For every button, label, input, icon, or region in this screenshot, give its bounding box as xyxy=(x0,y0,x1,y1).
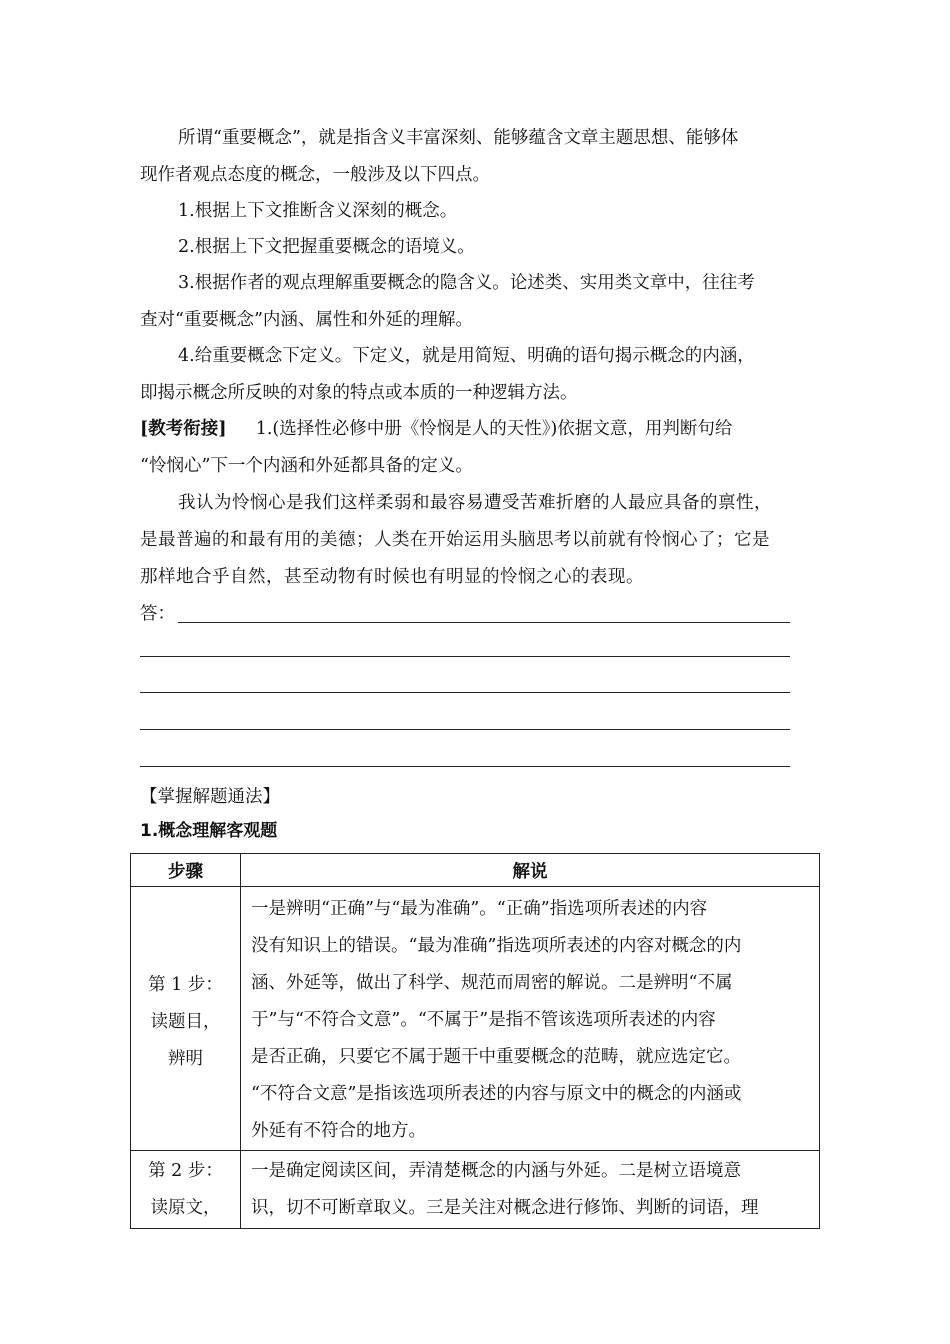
passage-line-3: 那样地合乎自然，甚至动物有时候也有明显的怜悯之心的表现。 xyxy=(140,567,644,587)
answer-blank-line-5[interactable] xyxy=(140,766,790,767)
answer-blank-line-4[interactable] xyxy=(140,729,790,730)
point-1: 1.根据上下文推断含义深刻的概念。 xyxy=(178,201,458,221)
point-4-line-2: 即揭示概念所反映的对象的特点或本质的一种逻辑方法。 xyxy=(140,383,578,403)
answer-blank-line-2[interactable] xyxy=(140,656,790,657)
explanation-line: 外延有不符合的地方。 xyxy=(251,1121,426,1141)
header-explanation: 解说 xyxy=(241,854,820,887)
point-3-line-2: 查对“重要概念”内涵、属性和外延的理解。 xyxy=(140,310,473,330)
intro-line-1: 所谓“重要概念”，就是指含义丰富深刻、能够蕴含文章主题思想、能够体 xyxy=(178,128,739,148)
explanation-line: 识，切不可断章取义。三是关注对概念进行修饰、判断的词语，理 xyxy=(251,1198,759,1218)
answer-label: 答： xyxy=(140,604,175,624)
point-4-line-1: 4.给重要概念下定义。下定义，就是用简短、明确的语句揭示概念的内涵， xyxy=(178,346,755,366)
table-row xyxy=(131,1151,820,1229)
answer-blank-line-1[interactable] xyxy=(178,622,790,623)
step-text: 第 1 步： xyxy=(148,975,223,995)
answer-blank-line-3[interactable] xyxy=(140,692,790,693)
step-text: 第 2 步： xyxy=(148,1161,223,1181)
step-text: 辨明 xyxy=(168,1049,203,1069)
explanation-cell xyxy=(241,887,820,1151)
step-text: 读题目， xyxy=(150,1012,221,1032)
explanation-line: 涵、外延等，做出了科学、规范而周密的解说。二是辨明“不属 xyxy=(251,973,733,993)
table-header-row xyxy=(131,854,820,887)
exercise-line-2: “怜悯心”下一个内涵和外延都具备的定义。 xyxy=(140,456,473,476)
point-2: 2.根据上下文把握重要概念的语境义。 xyxy=(178,237,475,257)
intro-line-2: 现作者观点态度的概念，一般涉及以下四点。 xyxy=(140,165,490,185)
passage-line-2: 是最普遍的和最有用的美德；人类在开始运用头脑思考以前就有怜悯心了；它是 xyxy=(140,530,770,550)
exercise-line-1 xyxy=(140,415,812,443)
header-step: 步骤 xyxy=(131,854,241,887)
explanation-line: 一是确定阅读区间，弄清楚概念的内涵与外延。二是树立语境意 xyxy=(251,1161,741,1181)
explanation-line: 是否正确，只要它不属于题干中重要概念的范畴，就应选定它。 xyxy=(251,1047,741,1067)
exercise-prompt: 1.(选择性必修中册《怜悯是人的天性》)依据文意，用判断句给 xyxy=(255,419,733,439)
table-row xyxy=(131,887,820,1151)
passage-line-1: 我认为怜悯心是我们这样柔弱和最容易遭受苦难折磨的人最应具备的禀性， xyxy=(178,493,772,513)
explanation-line: 于”与“不符合文意”。“不属于”是指不管该选项所表述的内容 xyxy=(251,1010,716,1030)
exercise-tag: [教考衔接] xyxy=(140,419,227,439)
method-subtitle: 1.概念理解客观题 xyxy=(140,821,278,841)
explanation-cell xyxy=(241,1151,820,1229)
step-cell xyxy=(131,1151,241,1229)
point-3-line-1: 3.根据作者的观点理解重要概念的隐含义。论述类、实用类文章中，往往考 xyxy=(178,273,755,293)
explanation-line: 一是辨明“正确”与“最为准确”。“正确”指选项所表述的内容 xyxy=(251,899,708,919)
explanation-line: “不符合文意”是指该选项所表述的内容与原文中的概念的内涵或 xyxy=(251,1084,742,1104)
step-text: 读原文， xyxy=(150,1198,221,1218)
method-title: 【掌握解题通法】 xyxy=(140,787,280,807)
explanation-line: 没有知识上的错误。“最为准确”指选项所表述的内容对概念的内 xyxy=(251,936,742,956)
steps-table xyxy=(130,853,820,1229)
step-cell xyxy=(131,887,241,1151)
